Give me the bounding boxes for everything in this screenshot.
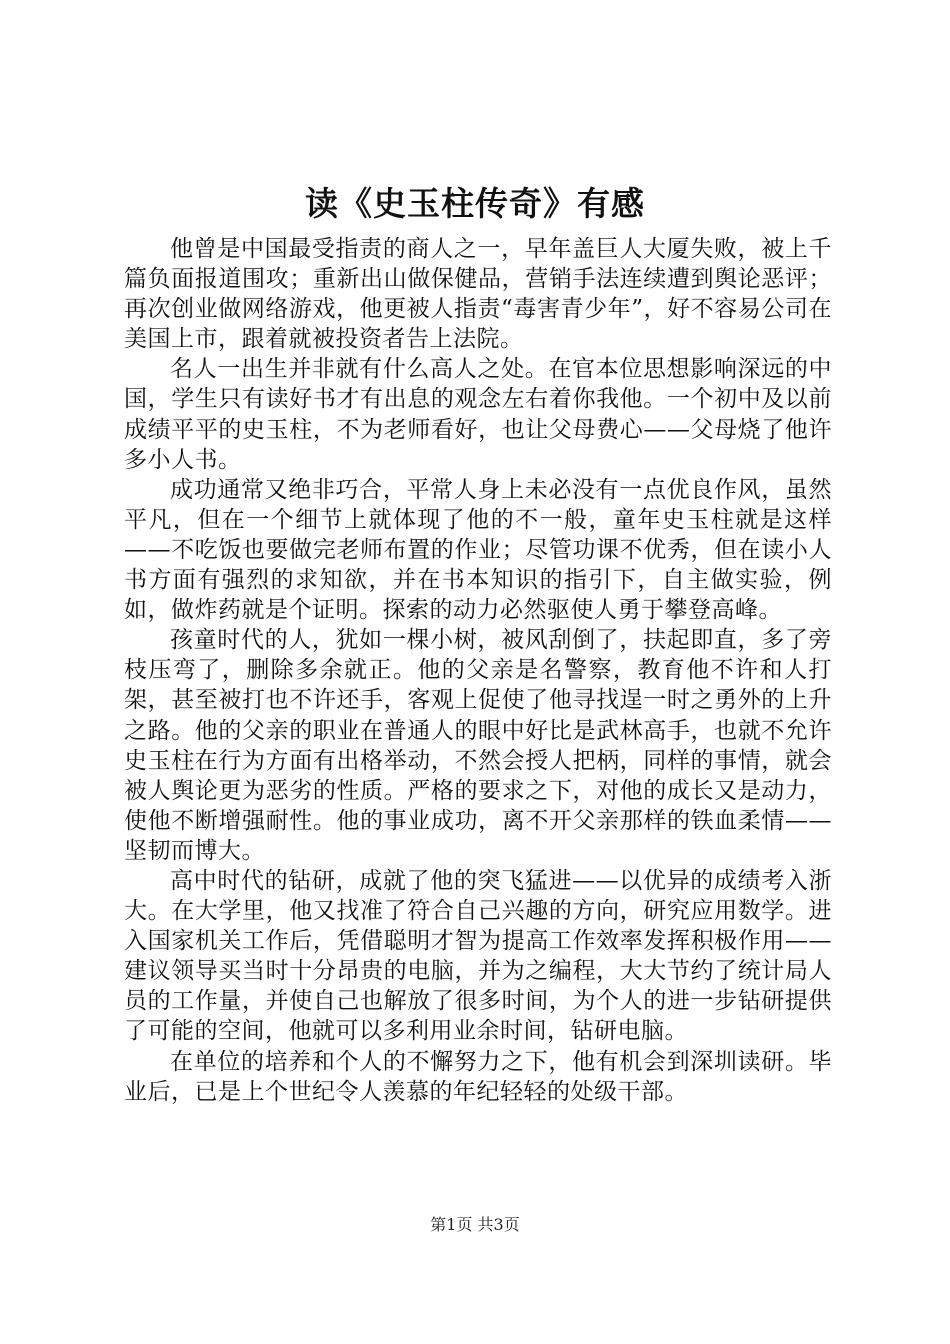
paragraph-1: 他曾是中国最受指责的商人之一，早年盖巨人大厦失败，被上千篇负面报道围攻；重新出山做保健品，营销手法连续遭到舆论恶评；再次创业做网络游戏，他更被人指责“毒害青少年”，好不容易公司在美国上市，跟着就被投资者告上法院。 [124,236,832,353]
page-footer: 第1页 共3页 [430,1215,520,1234]
paragraph-6: 在单位的培养和个人的不懈努力之下，他有机会到深圳读研。毕业后，已是上个世纪令人羡慕的年纪轻轻的处级干部。 [124,1048,832,1105]
paragraph-2: 名人一出生并非就有什么高人之处。在官本位思想影响深远的中国，学生只有读好书才有出息的观念左右着你我他。一个初中及以前成绩平平的史玉柱，不为老师看好，也让父母费心——父母烧了他许多小人书。 [124,356,832,473]
paragraph-5: 高中时代的钻研，成就了他的突飞猛进——以优异的成绩考入浙大。在大学里，他又找准了符合自己兴趣的方向，研究应用数学。进入国家机关工作后，凭借聪明才智为提高工作效率发挥积极作用——建议领导买当时十分昂贵的电脑，并为之编程，大大节约了统计局人员的工作量，并使自己也解放了很多时间，为个人的进一步钻研提供了可能的空间，他就可以多利用业余时间，钻研电脑。 [124,867,832,1045]
paragraph-3: 成功通常又绝非巧合，平常人身上未必没有一点优良作风，虽然平凡，但在一个细节上就体现了他的不一般，童年史玉柱就是这样——不吃饭也要做完老师布置的作业；尽管功课不优秀，但在读小人书方面有强烈的求知欲，并在书本知识的指引下，自主做实验，例如，做炸药就是个证明。探索的动力必然驱使人勇于攀登高峰。 [124,476,832,624]
document-title: 读《史玉柱传奇》有感 [305,184,645,223]
document-body [124,234,832,1107]
paragraph-4: 孩童时代的人，犹如一棵小树，被风刮倒了，扶起即直，多了旁枝压弯了，删除多余就正。他的父亲是名警察，教育他不许和人打架，甚至被打也不许还手，客观上促使了他寻找逞一时之勇外的上升之路。他的父亲的职业在普通人的眼中好比是武林高手，也就不允许史玉柱在行为方面有出格举动，不然会授人把柄，同样的事情，就会被人舆论更为恶劣的性质。严格的要求之下，对他的成长又是动力，使他不断增强耐性。他的事业成功，离不开父亲那样的铁血柔情——坚韧而博大。 [124,627,832,864]
